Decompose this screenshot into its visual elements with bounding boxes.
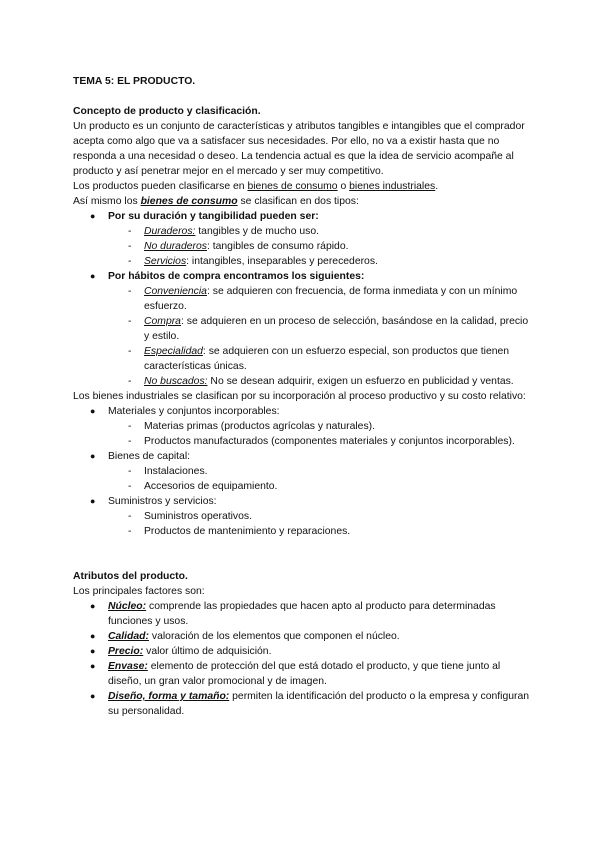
list-item: - Accesorios de equipamiento. — [128, 481, 278, 492]
bullet-icon: ● — [90, 691, 96, 701]
section-heading-concepto: Concepto de producto y clasificación. — [73, 106, 261, 117]
industrial-list — [73, 404, 533, 539]
list-item: - Productos manufacturados (componentes materiales y conjuntos incorporables). — [128, 436, 515, 447]
bullet-icon: ● — [90, 646, 96, 656]
list-item: ● Materiales y conjuntos incorporables: — [90, 406, 280, 417]
bullet-icon: ● — [90, 211, 96, 221]
paragraph-industriales: Los bienes industriales se clasifican por su incorporación al proceso productivo y su costo relativo: — [73, 391, 526, 402]
document-title: TEMA 5: EL PRODUCTO. — [73, 76, 196, 87]
list-item: - Materias primas (productos agrícolas y naturales). — [128, 421, 375, 432]
list-item: - Instalaciones. — [128, 466, 208, 477]
consumo-list — [73, 209, 533, 389]
list-item: ● Diseño, forma y tamaño: permiten la identificación del producto o la empresa y configuran su personalidad. — [90, 691, 530, 717]
list-item: - Duraderos: tangibles y de mucho uso. — [128, 226, 320, 237]
list-item: - Conveniencia: se adquieren con frecuencia, de forma inmediata y con un mínimo esfuerzo. — [128, 286, 518, 312]
bullet-icon: ● — [90, 661, 96, 671]
link-bienes-consumo: bienes de consumo — [247, 181, 338, 192]
list-item: ● Calidad: valoración de los elementos que componen el núcleo. — [90, 631, 400, 642]
list-item: ● Por hábitos de compra encontramos los siguientes: — [90, 271, 365, 282]
list-item: - Especialidad: se adquieren con un esfuerzo especial, son productos que tienen características únicas. — [128, 346, 510, 372]
bullet-icon: ● — [90, 451, 96, 461]
bullet-icon: ● — [90, 496, 96, 506]
list-item: - No duraderos: tangibles de consumo rápido. — [128, 241, 349, 252]
list-item: ● Bienes de capital: — [90, 451, 191, 462]
list-item: ● Envase: elemento de protección del que está dotado el producto, y que tiene junto al diseño, un gran valor promocional y de imagen. — [90, 661, 501, 687]
paragraph-definicion: Un producto es un conjunto de características y atributos tangibles e intangibles que el comprador acepta como algo que va a satisfacer sus necesidades. Por ello, no va a existir hasta que no responda a una necesidad o deseo. La tendencia actual es que la idea de servicio acompañe al producto y así penetrar mejor en el mercado y ser muy competitivo. — [73, 121, 525, 177]
list-item: - Productos de mantenimiento y reparaciones. — [128, 526, 351, 537]
list-item: - Compra: se adquieren en un proceso de selección, basándose en la calidad, precio y estilo. — [128, 316, 529, 342]
list-item: ● Núcleo: comprende las propiedades que hacen apto al producto para determinadas funciones y usos. — [90, 601, 496, 627]
list-item: ● Suministros y servicios: — [90, 496, 217, 507]
list-item: - Suministros operativos. — [128, 511, 252, 522]
paragraph-tipos: Así mismo los bienes de consumo se clasifican en dos tipos: — [73, 196, 359, 207]
bullet-icon: ● — [90, 631, 96, 641]
paragraph-factores: Los principales factores son: — [73, 586, 205, 597]
bullet-icon: ● — [90, 601, 96, 611]
list-item: - Servicios: intangibles, inseparables y perecederos. — [128, 256, 378, 267]
bullet-icon: ● — [90, 406, 96, 416]
list-item: ● Por su duración y tangibilidad pueden ser: — [90, 211, 319, 222]
section-heading-atributos: Atributos del producto. — [73, 571, 188, 582]
list-item: ● Precio: valor último de adquisición. — [90, 646, 272, 657]
list-item: - No buscados: No se desean adquirir, exigen un esfuerzo en publicidad y ventas. — [128, 376, 514, 387]
paragraph-clasificacion: Los productos pueden clasificarse en bienes de consumo o bienes industriales. — [73, 181, 439, 192]
link-bienes-industriales: bienes industriales — [349, 181, 436, 192]
atributos-list — [73, 599, 533, 719]
document-content — [73, 74, 533, 719]
bullet-icon: ● — [90, 271, 96, 281]
